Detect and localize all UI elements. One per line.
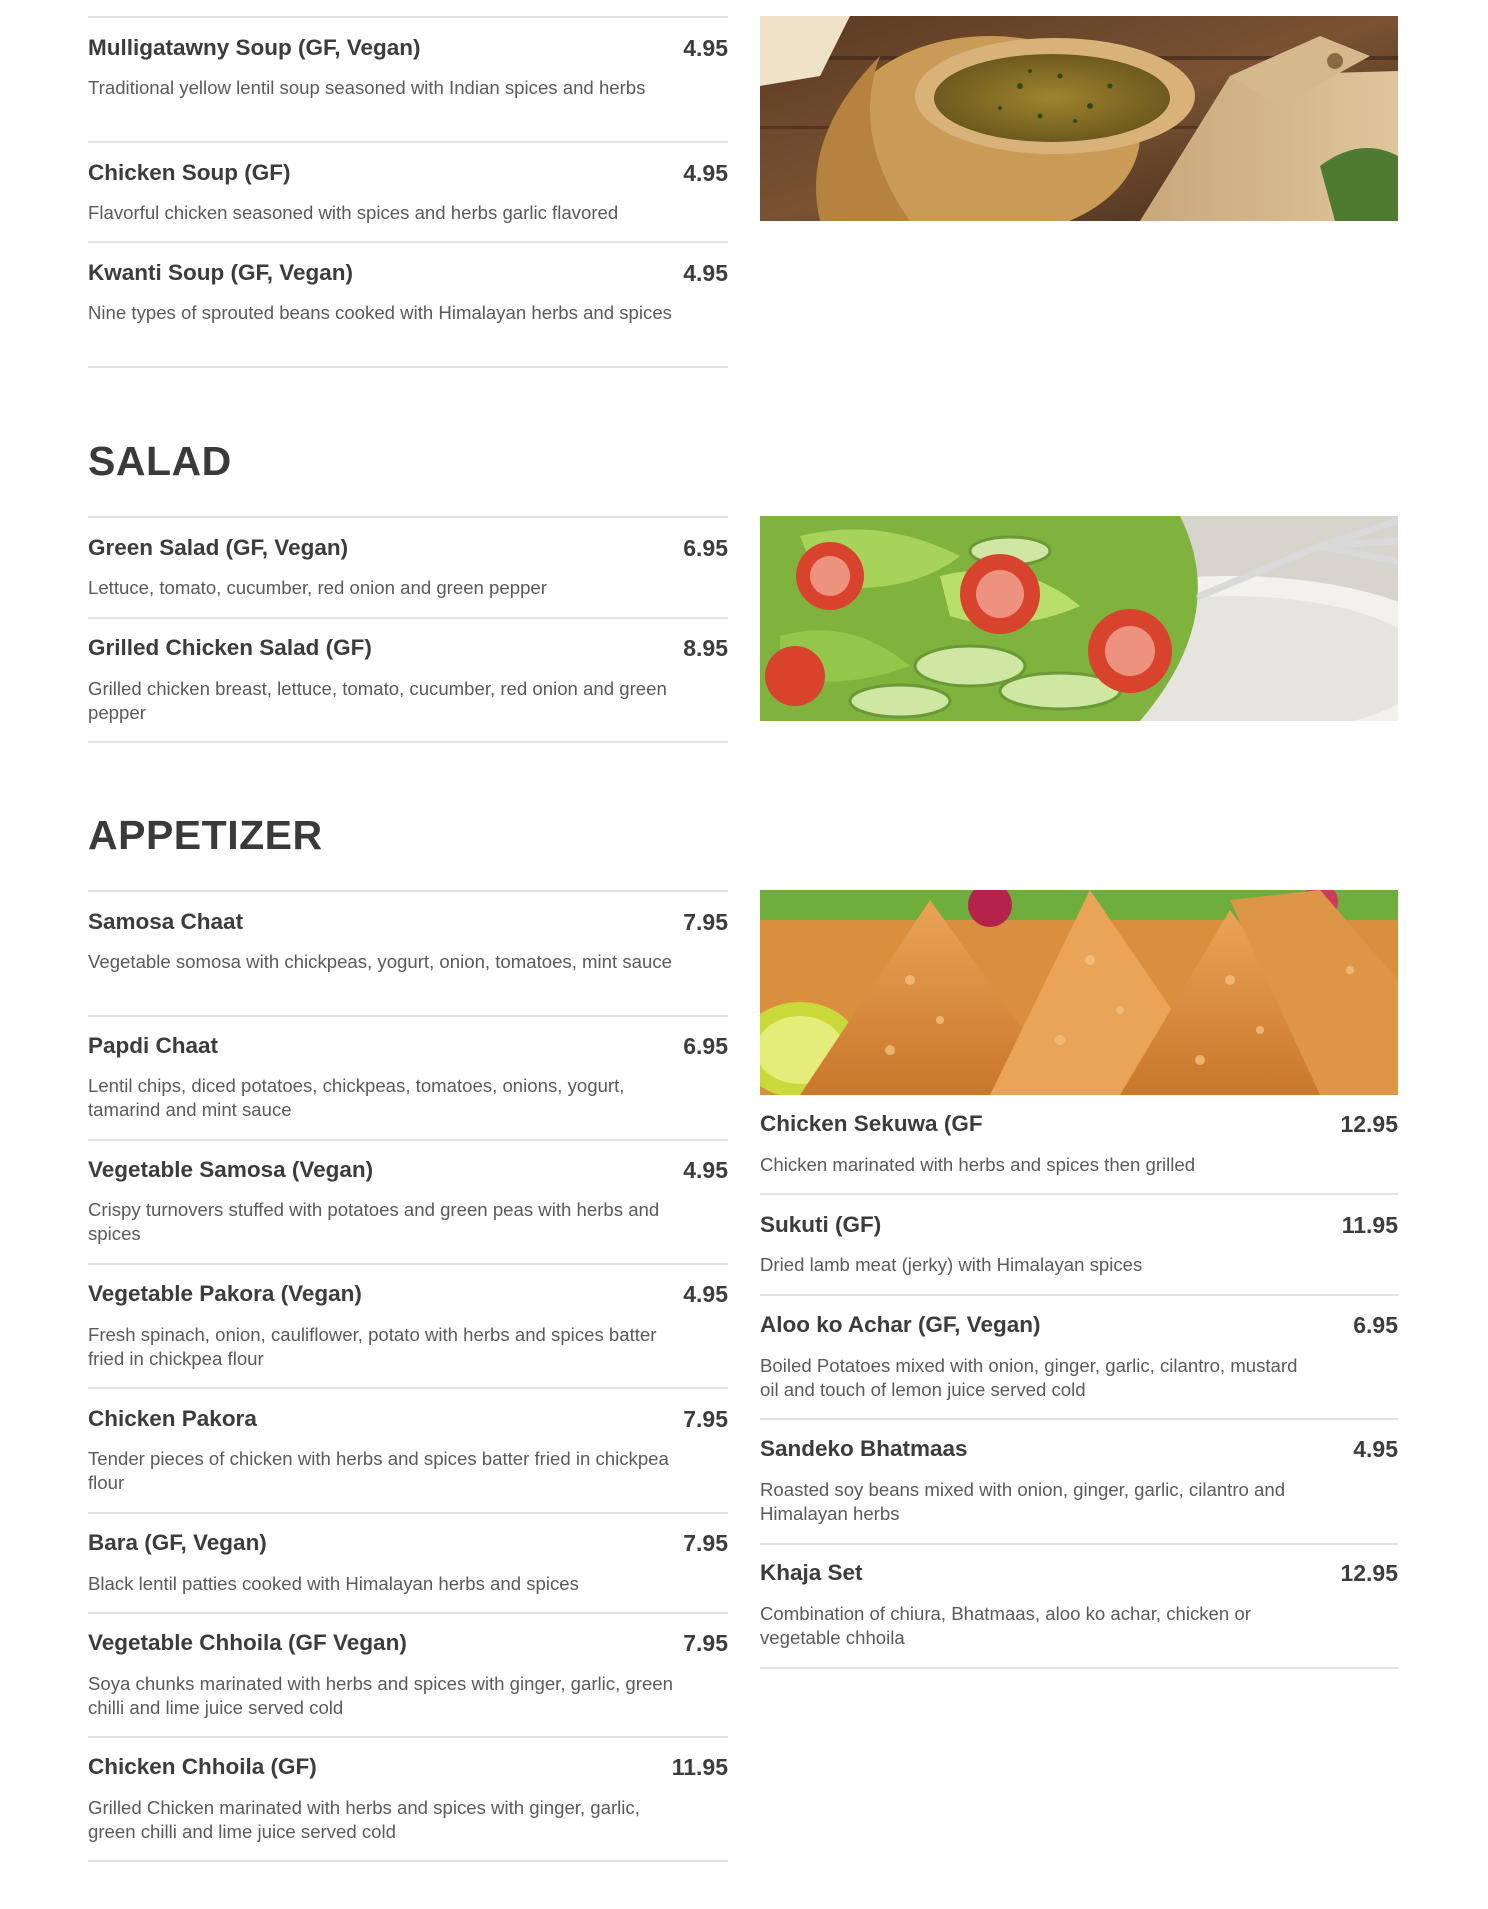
- item-description: Traditional yellow lentil soup seasoned with Indian spices and herbs: [88, 77, 646, 98]
- item-price: 4.95: [683, 260, 728, 286]
- divider: [760, 1193, 1398, 1195]
- item-description: Nine types of sprouted beans cooked with Himalayan herbs and spices: [88, 302, 672, 323]
- item-price: 11.95: [671, 1754, 728, 1780]
- item-description: Grilled chicken breast, lettuce, tomato, cucumber, red onion and green pepper: [88, 678, 667, 723]
- item-description: Combination of chiura, Bhatmaas, aloo ko achar, chicken or vegetable chhoila: [760, 1603, 1251, 1648]
- divider: [88, 141, 728, 143]
- item-name: Bara (GF, Vegan): [88, 1530, 267, 1555]
- item-name: Vegetable Chhoila (GF Vegan): [88, 1630, 407, 1655]
- item-description: Tender pieces of chicken with herbs and spices batter fried in chickpea flour: [88, 1448, 669, 1493]
- divider: [88, 741, 728, 743]
- item-price: 7.95: [683, 909, 728, 935]
- item-price: 4.95: [683, 35, 728, 61]
- item-description: Fresh spinach, onion, cauliflower, potato with herbs and spices batter fried in chickpea flour: [88, 1324, 657, 1369]
- divider: [88, 516, 728, 518]
- section-title-salad: SALAD: [88, 438, 232, 484]
- divider: [88, 1860, 728, 1862]
- item-name: Vegetable Samosa (Vegan): [88, 1157, 374, 1182]
- item-description: Boiled Potatoes mixed with onion, ginger, garlic, cilantro, mustard oil and touch of lemon juice served cold: [760, 1355, 1298, 1400]
- divider: [88, 1736, 728, 1738]
- item-price: 4.95: [683, 1281, 728, 1307]
- divider: [760, 1418, 1398, 1420]
- divider: [88, 1139, 728, 1141]
- item-description: Flavorful chicken seasoned with spices and herbs garlic flavored: [88, 202, 619, 223]
- divider: [88, 16, 728, 18]
- item-description: Chicken marinated with herbs and spices then grilled: [760, 1154, 1196, 1175]
- item-name: Samosa Chaat: [88, 909, 244, 934]
- item-description: Soya chunks marinated with herbs and spices with ginger, garlic, green chilli and lime juice served cold: [88, 1673, 673, 1718]
- item-price: 7.95: [683, 1630, 728, 1656]
- green-salad-photo: [760, 516, 1398, 721]
- item-price: 4.95: [1353, 1436, 1398, 1462]
- divider: [88, 366, 728, 368]
- item-name: Chicken Chhoila (GF): [88, 1754, 317, 1779]
- item-name: Khaja Set: [760, 1560, 863, 1585]
- item-description: Lentil chips, diced potatoes, chickpeas, tomatoes, onions, yogurt, tamarind and mint sauce: [88, 1075, 625, 1120]
- divider: [88, 241, 728, 243]
- item-price: 12.95: [1340, 1111, 1398, 1137]
- divider: [760, 1667, 1398, 1669]
- item-description: Crispy turnovers stuffed with potatoes and green peas with herbs and spices: [88, 1199, 660, 1244]
- item-description: Vegetable somosa with chickpeas, yogurt, onion, tomatoes, mint sauce: [88, 951, 672, 972]
- item-price: 8.95: [683, 635, 728, 661]
- item-name: Kwanti Soup (GF, Vegan): [88, 260, 354, 285]
- divider: [88, 1263, 728, 1265]
- item-name: Sandeko Bhatmaas: [760, 1436, 968, 1461]
- samosa-photo: [760, 890, 1398, 1095]
- divider: [88, 617, 728, 619]
- divider: [88, 1512, 728, 1514]
- divider: [88, 1387, 728, 1389]
- item-price: 12.95: [1340, 1560, 1398, 1586]
- divider: [760, 1294, 1398, 1296]
- item-price: 4.95: [683, 1157, 728, 1183]
- soup-bread-bowl-photo: [760, 16, 1398, 221]
- divider: [760, 1543, 1398, 1545]
- item-name: Aloo ko Achar (GF, Vegan): [760, 1312, 1041, 1337]
- item-name: Chicken Soup (GF): [88, 160, 291, 185]
- divider: [88, 1015, 728, 1017]
- item-price: 4.95: [683, 160, 728, 186]
- item-price: 6.95: [683, 1033, 728, 1059]
- item-name: Papdi Chaat: [88, 1033, 219, 1058]
- item-price: 11.95: [1341, 1212, 1398, 1238]
- item-name: Grilled Chicken Salad (GF): [88, 635, 372, 660]
- item-name: Chicken Pakora: [88, 1406, 257, 1431]
- item-description: Black lentil patties cooked with Himalayan herbs and spices: [88, 1573, 579, 1594]
- item-price: 6.95: [683, 535, 728, 561]
- item-description: Lettuce, tomato, cucumber, red onion and green pepper: [88, 577, 547, 598]
- item-description: Grilled Chicken marinated with herbs and spices with ginger, garlic, green chilli and lime juice served cold: [88, 1797, 640, 1842]
- item-price: 6.95: [1353, 1312, 1398, 1338]
- item-name: Mulligatawny Soup (GF, Vegan): [88, 35, 421, 60]
- item-name: Chicken Sekuwa (GF: [760, 1111, 983, 1136]
- item-price: 7.95: [683, 1406, 728, 1432]
- item-description: Roasted soy beans mixed with onion, ginger, garlic, cilantro and Himalayan herbs: [760, 1479, 1286, 1524]
- item-description: Dried lamb meat (jerky) with Himalayan spices: [760, 1254, 1143, 1275]
- divider: [88, 890, 728, 892]
- section-title-appetizer: APPETIZER: [88, 812, 323, 858]
- item-name: Sukuti (GF): [760, 1212, 882, 1237]
- divider: [88, 1612, 728, 1614]
- item-price: 7.95: [683, 1530, 728, 1556]
- item-name: Green Salad (GF, Vegan): [88, 535, 349, 560]
- item-name: Vegetable Pakora (Vegan): [88, 1281, 362, 1306]
